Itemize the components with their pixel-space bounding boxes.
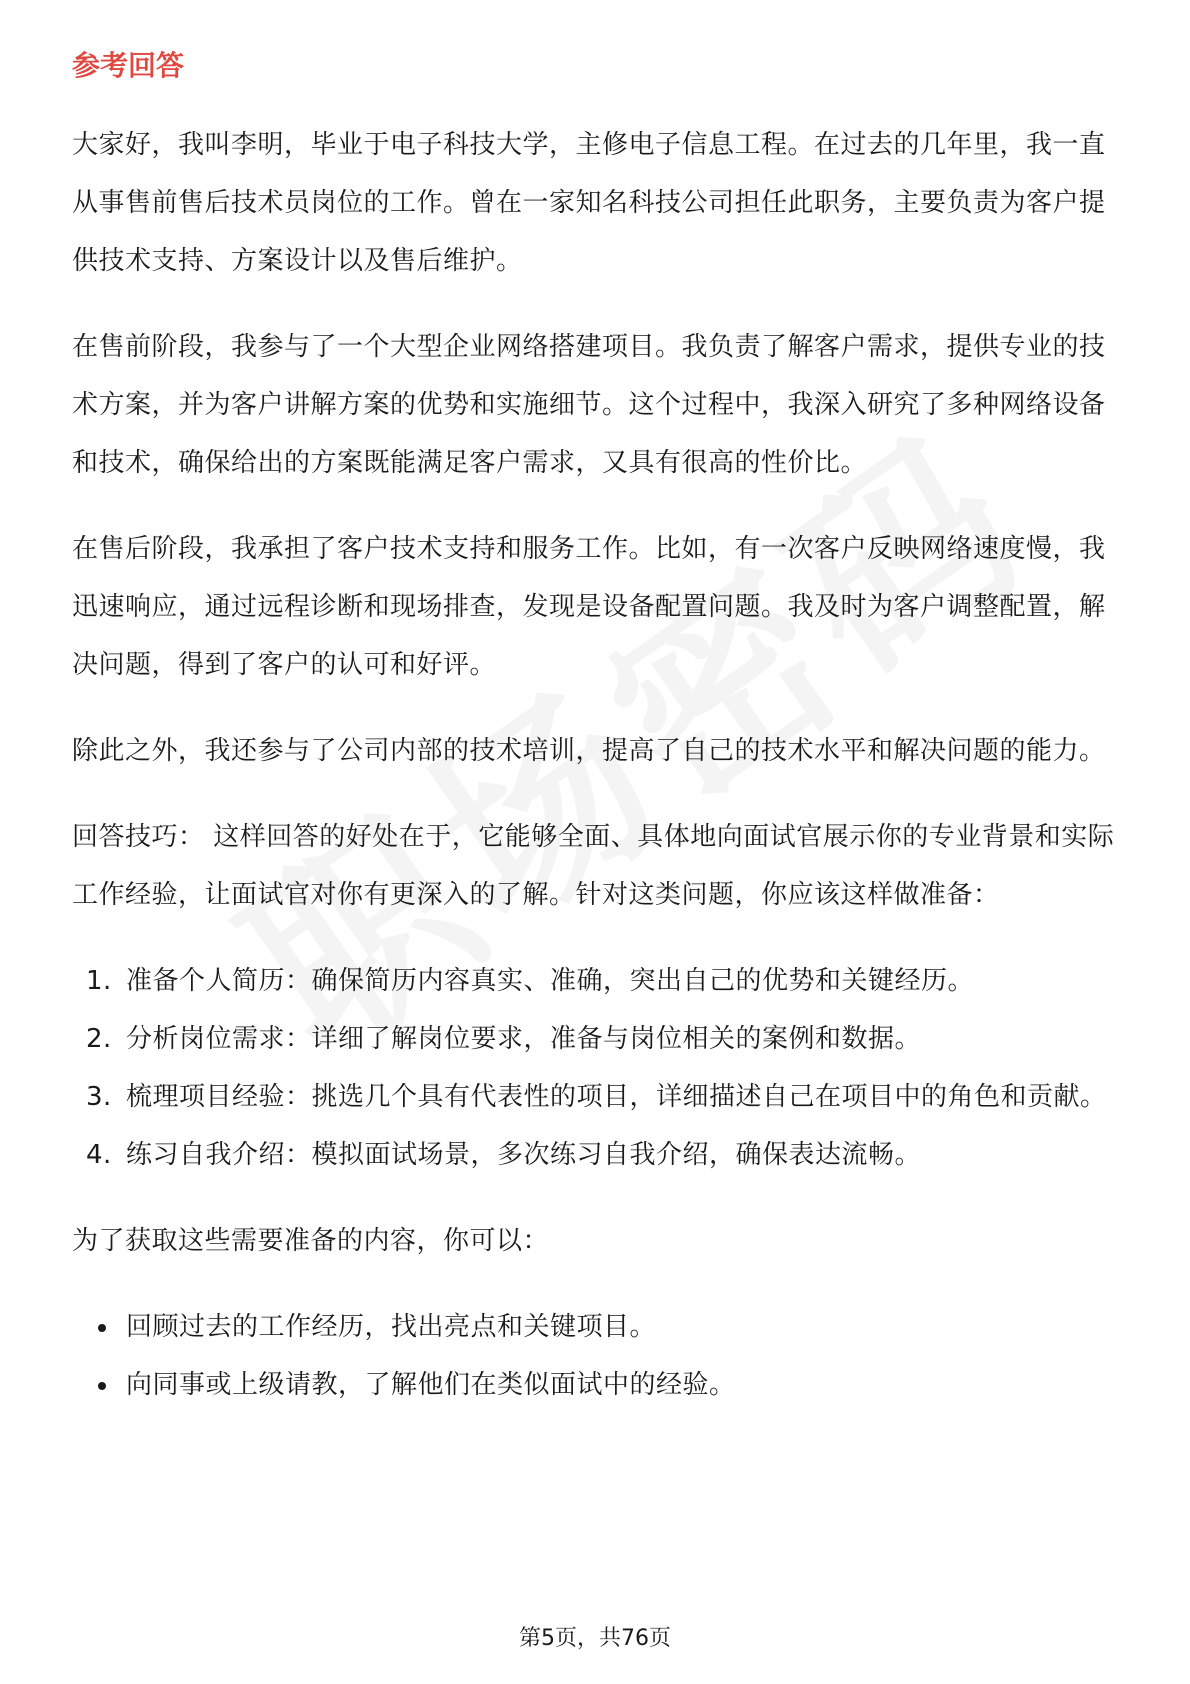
paragraph-presales: 在售前阶段，我参与了一个大型企业网络搭建项目。我负责了解客户需求，提供专业的技术方案，并为客户讲解方案的优势和实施细节。这个过程中，我深入研究了多种网络设备和技术，确保给出的方案既能满足客户需求，又具有很高的性价比。 — [72, 332, 1106, 478]
steps-list — [72, 952, 1120, 1184]
list-item — [72, 1068, 1120, 1126]
paragraph-aftersales: 在售后阶段，我承担了客户技术支持和服务工作。比如，有一次客户反映网络速度慢，我迅速响应，通过远程诊断和现场排查，发现是设备配置问题。我及时为客户调整配置，解决问题，得到了客户的认可和好评。 — [72, 534, 1106, 680]
list-item — [72, 1010, 1120, 1068]
list-item-text: 准备个人简历：确保简历内容真实、准确，突出自己的优势和关键经历。 — [126, 966, 975, 996]
bullet-dot-icon — [98, 1382, 106, 1390]
list-item-text: 向同事或上级请教，了解他们在类似面试中的经验。 — [126, 1370, 736, 1400]
list-item-text: 分析岗位需求：详细了解岗位要求，准备与岗位相关的案例和数据。 — [126, 1024, 922, 1054]
list-number: 3. — [86, 1082, 112, 1112]
list-item-text: 练习自我介绍：模拟面试场景，多次练习自我介绍，确保表达流畅。 — [126, 1140, 922, 1170]
list-item — [72, 952, 1120, 1010]
list-item-text: 梳理项目经验：挑选几个具有代表性的项目，详细描述自己在项目中的角色和贡献。 — [126, 1082, 1107, 1112]
list-item — [72, 1126, 1120, 1184]
list-number: 4. — [86, 1140, 112, 1170]
paragraph-intro: 大家好，我叫李明，毕业于电子科技大学，主修电子信息工程。在过去的几年里，我一直从事售前售后技术员岗位的工作。曾在一家知名科技公司担任此职务，主要负责为客户提供技术支持、方案设计以及售后维护。 — [72, 130, 1106, 276]
page-footer: 第5页，共76页 — [519, 1626, 671, 1651]
list-item-text: 回顾过去的工作经历，找出亮点和关键项目。 — [126, 1312, 657, 1342]
bullet-dot-icon — [98, 1324, 106, 1332]
paragraph-training: 除此之外，我还参与了公司内部的技术培训，提高了自己的技术水平和解决问题的能力。 — [72, 736, 1106, 766]
list-item — [72, 1298, 1120, 1356]
list-number: 2. — [86, 1024, 112, 1054]
list-item — [72, 1356, 1120, 1414]
list-number: 1. — [86, 966, 112, 996]
paragraph-bullets-intro: 为了获取这些需要准备的内容，你可以： — [72, 1226, 550, 1256]
paragraph-tips: 回答技巧： 这样回答的好处在于，它能够全面、具体地向面试官展示你的专业背景和实际工作经验，让面试官对你有更深入的了解。针对这类问题，你应该这样做准备： — [72, 822, 1115, 910]
bullets-list — [72, 1298, 1120, 1414]
section-heading: 参考回答 — [72, 49, 185, 82]
